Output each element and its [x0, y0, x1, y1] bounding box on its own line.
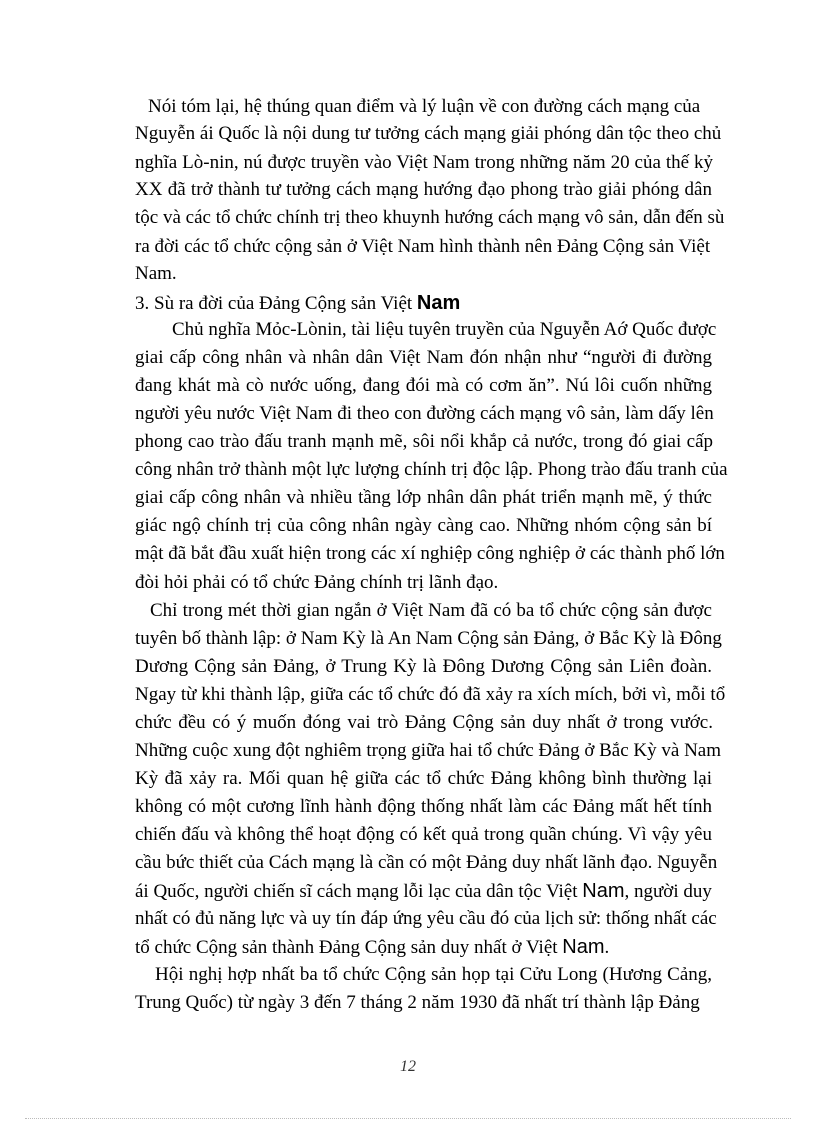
text-line: chức đều có ý muốn đóng vai trò Đảng Cộng sản duy nhất ở trong vước. [135, 712, 713, 733]
text-line: cầu bức thiết của Cách mạng là cần có một Đảng duy nhất lãnh đạo. Nguyễn [135, 852, 718, 873]
text-line: Kỳ đã xảy ra. Mối quan hệ giữa các tổ chức Đảng không bình thường lại [135, 768, 712, 789]
text-line: nhất có đủ năng lực và uy tín đáp ứng yêu cầu đó của lịch sử: thống nhất các [135, 908, 717, 929]
text-line: đang khát mà cò nước uống, đang đói mà có cơm ăn”. Nú lôi cuốn những [135, 375, 712, 396]
text-segment-sans: Nam [582, 880, 625, 902]
text-line: Những cuộc xung đột nghiêm trọng giữa hai tổ chức Đảng ở Bắc Kỳ và Nam [135, 740, 722, 761]
text-line: giác ngộ chính trị của công nhân ngày càng cao. Những nhóm cộng sản bí [135, 515, 712, 536]
text-line: mật đã bắt đầu xuất hiện trong các xí nghiệp công nghiệp ở các thành phố lớn [135, 543, 725, 564]
text-line: giai cấp công nhân và nhân dân Việt Nam đón nhận như “người đi đường [135, 347, 712, 368]
text-segment: . [604, 937, 610, 958]
text-segment-sans: Nam [562, 936, 605, 958]
text-segment: , người duy [624, 881, 712, 902]
text-line: tộc và các tổ chức chính trị theo khuynh hướng cách mạng vô sản, dẫn đến sù [135, 207, 725, 228]
text-segment: ái Quốc, người chiến sĩ cách mạng lỗi lạc của dân tộc Việt [135, 881, 578, 902]
text-line: Hội nghị hợp nhất ba tổ chức Cộng sản họp tại Cửu Long (Hương Cảng, [155, 964, 712, 985]
text-line: công nhân trở thành một lực lượng chính trị độc lập. Phong trào đấu tranh của [135, 459, 728, 480]
page-number: 12 [400, 1058, 416, 1075]
text-line: Nam. [135, 263, 177, 284]
text-line: Ngay từ khi thành lập, giữa các tổ chức đó đã xảy ra xích mích, bởi vì, mỗi tổ [135, 684, 726, 705]
heading-tail: Nam [416, 292, 461, 314]
text-line: Trung Quốc) từ ngày 3 đến 7 tháng 2 năm 1930 đã nhất trí thành lập Đảng [135, 992, 700, 1013]
heading-text: 3. Sù ra đời của Đảng Cộng sản Việt [135, 293, 413, 314]
text-line: chiến đấu và không thể hoạt động có kết quả trong quần chúng. Vì vậy yêu [135, 824, 712, 845]
text-line: Dương Cộng sản Đảng, ở Trung Kỳ là Đông Dương Cộng sản Liên đoàn. [135, 656, 712, 677]
text-line: Nguyễn ái Quốc là nội dung tư tưởng cách mạng giải phóng dân tộc theo chủ [135, 123, 722, 144]
text-line: Nói tóm lại, hệ thúng quan điểm và lý luận về con đường cách mạng của [148, 96, 701, 117]
text-line: đòi hỏi phải có tổ chức Đảng chính trị lãnh đạo. [135, 572, 499, 593]
text-line: Chỉ trong mét thời gian ngắn ở Việt Nam đã có ba tổ chức cộng sản được [150, 600, 712, 621]
text-line: XX đã trở thành tư tưởng cách mạng hướng đạo phong trào giải phóng dân [135, 179, 712, 200]
text-line-with-name [135, 878, 712, 904]
text-line: phong cao trào đấu tranh mạnh mẽ, sôi nổi khắp cả nước, trong đó giai cấp [135, 431, 713, 452]
text-line-with-name [135, 934, 609, 960]
text-segment: tổ chức Cộng sản thành Đảng Cộng sản duy nhất ở Việt [135, 937, 558, 958]
footer-divider [25, 1118, 791, 1119]
text-line: nghĩa Lò-nin, nú được truyền vào Việt Nam trong những năm 20 của thế kỷ [135, 152, 713, 173]
text-line: tuyên bố thành lập: ở Nam Kỳ là An Nam Cộng sản Đảng, ở Bắc Kỳ là Đông [135, 628, 722, 649]
section-heading [135, 290, 460, 316]
text-line: giai cấp công nhân và nhiều tầng lớp nhân dân phát triển mạnh mẽ, ý thức [135, 487, 712, 508]
text-line: người yêu nước Việt Nam đi theo con đường cách mạng vô sản, làm dấy lên [135, 403, 714, 424]
text-line: không có một cương lĩnh hành động thống nhất làm các Đảng mất hết tính [135, 796, 712, 817]
text-line: Chủ nghĩa Mỏc-Lònin, tài liệu tuyên truyền của Nguyễn Aớ Quốc được [172, 319, 717, 340]
text-line: ra đời các tổ chức cộng sản ở Việt Nam hình thành nên Đảng Cộng sản Việt [135, 236, 711, 257]
